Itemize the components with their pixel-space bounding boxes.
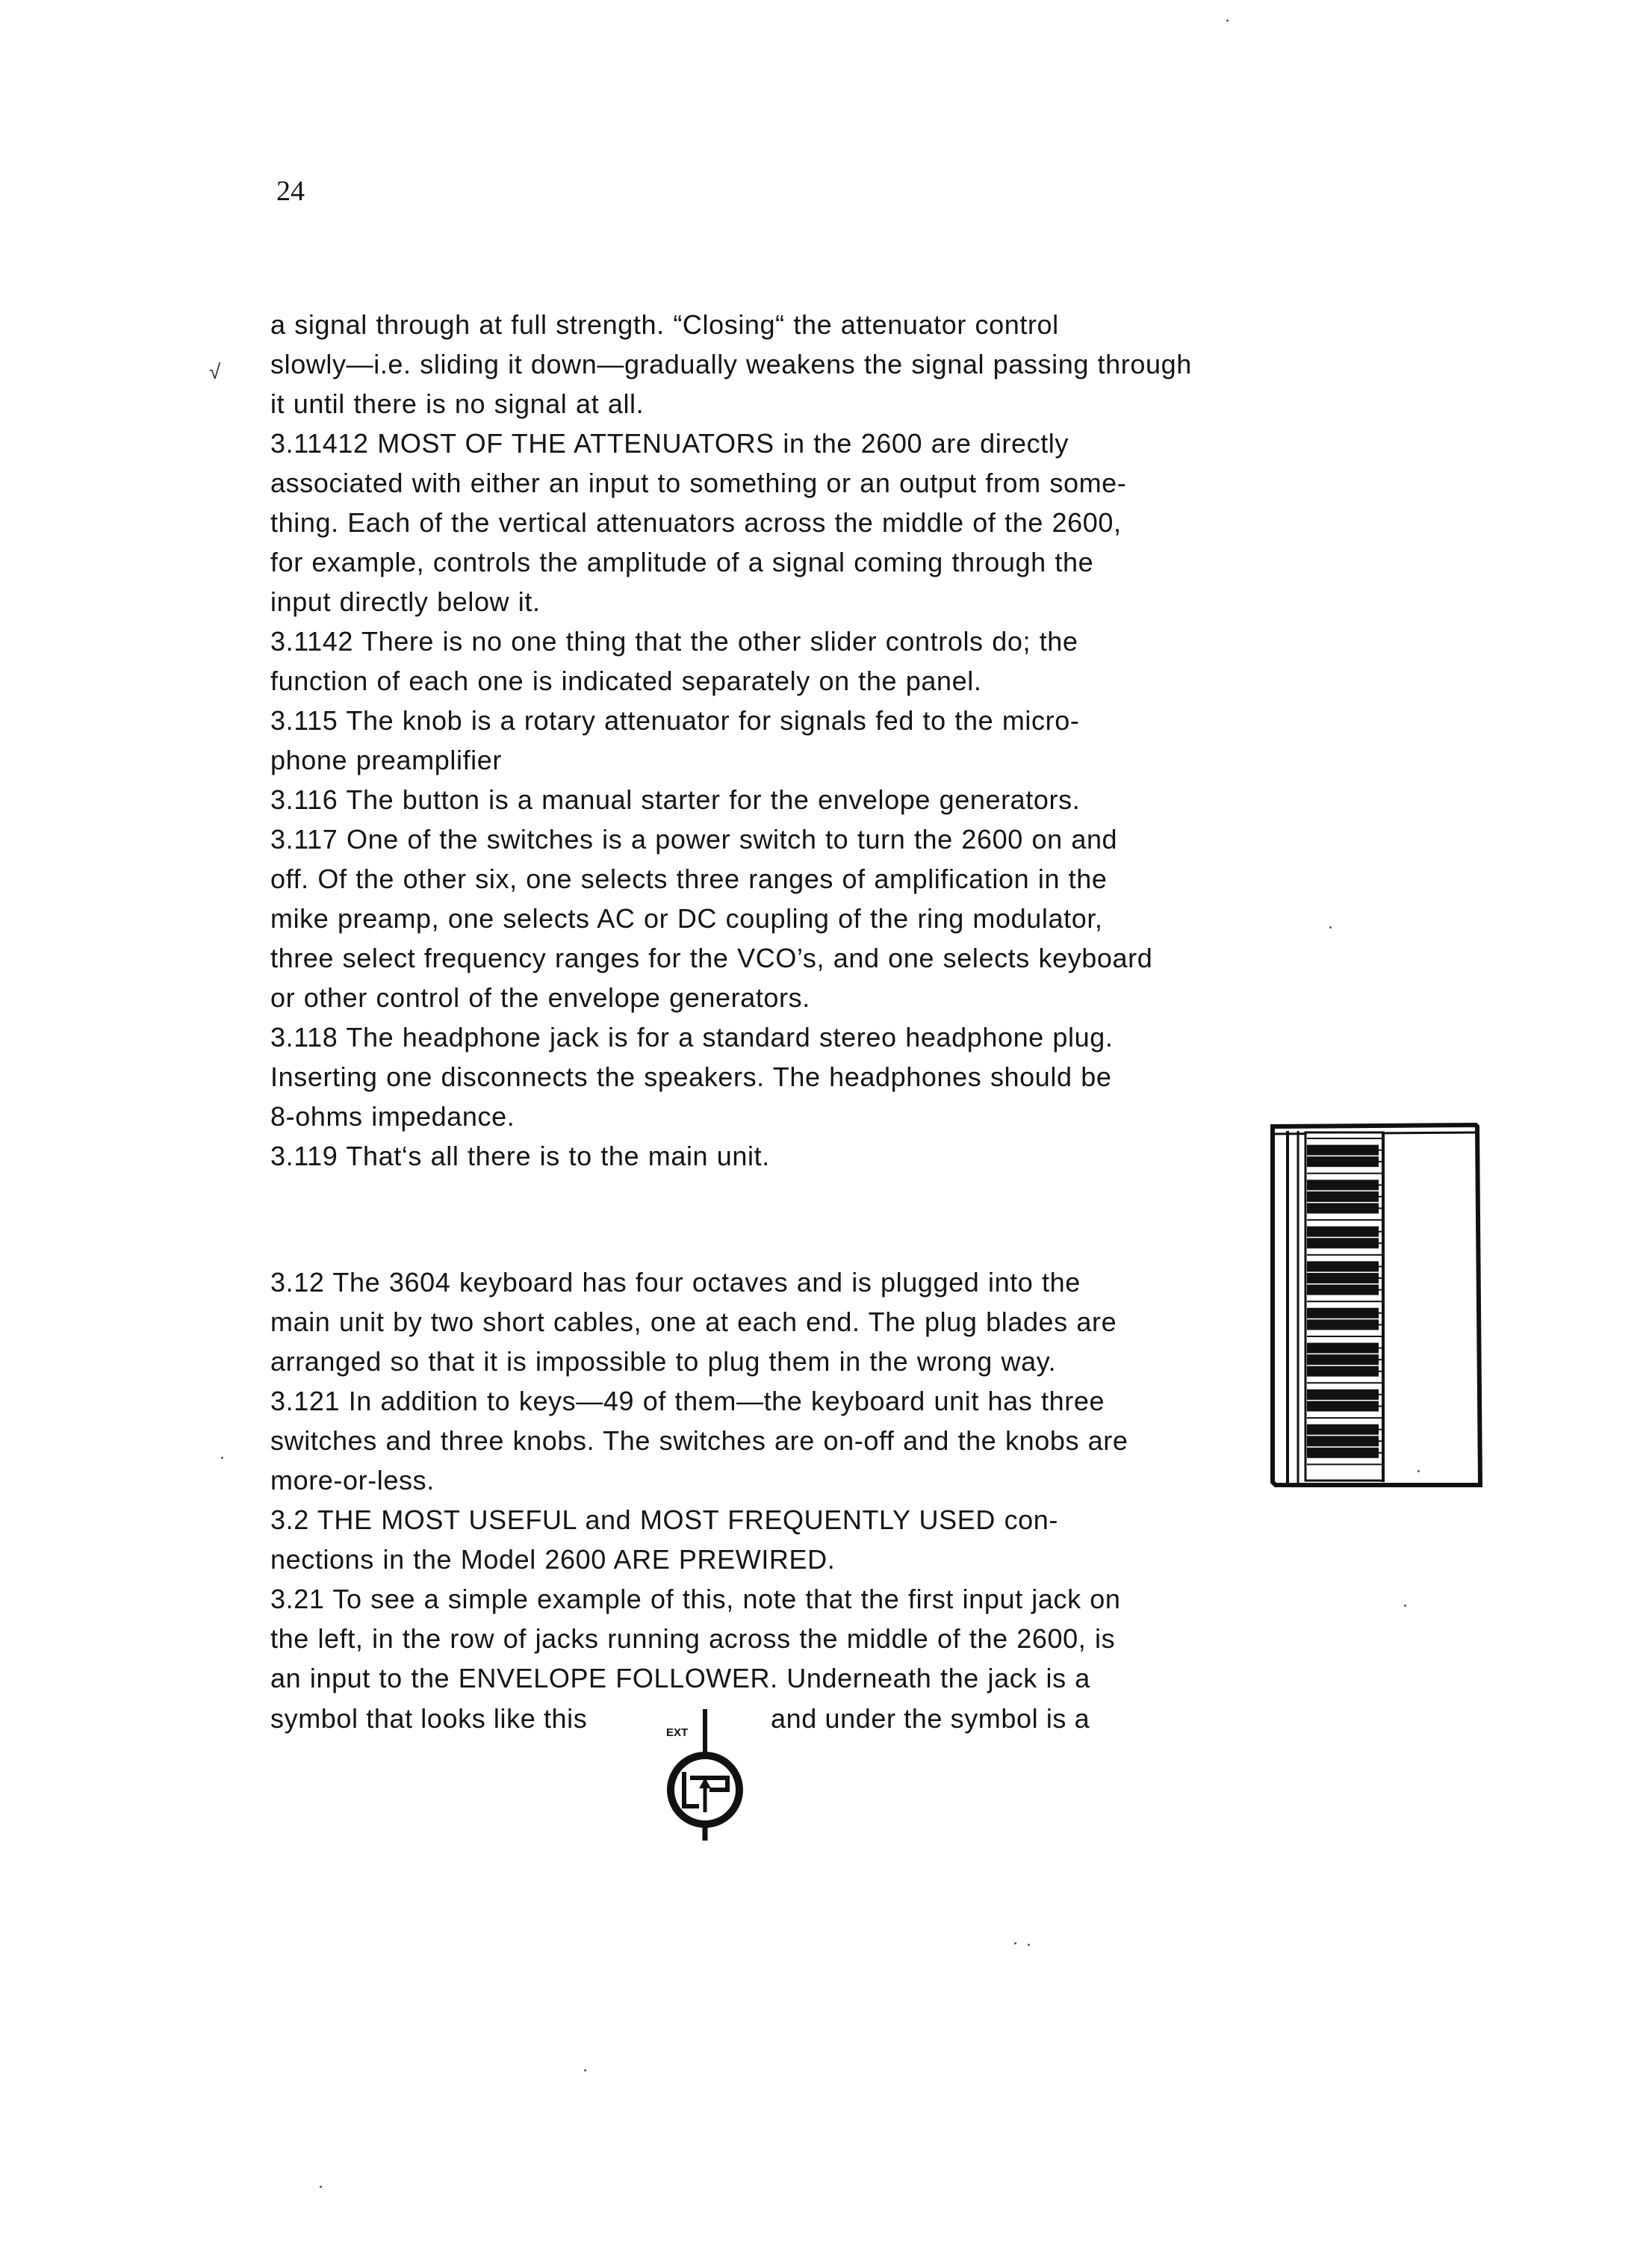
text-line: 3.11412 MOST OF THE ATTENUATORS in the 2600 are directly [270,428,1069,459]
text-line: input directly below it. [270,586,541,617]
text-line: 3.121 In addition to keys—49 of them—the keyboard unit has three [270,1386,1105,1416]
text-line: three select frequency ranges for the VCO’s, and one selects keyboard [270,943,1153,973]
envelope-follower-symbol-icon [656,1694,768,1844]
text-line: switches and three knobs. The switches are on-off and the knobs are [270,1425,1128,1456]
text-line: 3.117 One of the switches is a power switch to turn the 2600 on and [270,824,1118,855]
text-line: for example, controls the amplitude of a signal coming through the [270,547,1094,577]
text-line: 3.21 To see a simple example of this, note that the first input jack on [270,1584,1121,1614]
text-line: arranged so that it is impossible to plug them in the wrong way. [270,1346,1057,1377]
symbol-sentence-before: symbol that looks like this [270,1703,588,1734]
text-line: an input to the ENVELOPE FOLLOWER. Underneath the jack is a [270,1663,1090,1693]
text-line: more-or-less. [270,1465,435,1495]
text-line: the left, in the row of jacks running across the middle of the 2600, is [270,1623,1116,1654]
text-line: 3.2 THE MOST USEFUL and MOST FREQUENTLY USED con- [270,1504,1059,1535]
text-line: 3.1142 There is no one thing that the other slider controls do; the [270,626,1078,657]
text-line: 3.116 The button is a manual starter for the envelope generators. [270,784,1081,815]
text-line: it until there is no signal at all. [270,388,645,419]
text-line: function of each one is indicated separately on the panel. [270,666,982,696]
symbol-ext-label: EXT [666,1726,689,1739]
text-line: 8-ohms impedance. [270,1101,515,1132]
body-text-section-3-12 [270,1262,1264,1698]
text-line: 3.118 The headphone jack is for a standard stereo headphone plug. [270,1022,1114,1053]
text-line: slowly—i.e. sliding it down—gradually weakens the signal passing through [270,349,1192,379]
text-line: phone preamplifier [270,745,502,775]
text-line: nections in the Model 2600 ARE PREWIRED. [270,1544,836,1575]
keyboard-illustration-icon [1268,1116,1485,1490]
text-line: associated with either an input to something or an output from some- [270,468,1127,498]
symbol-sentence-after: and under the symbol is a [771,1703,1090,1734]
text-line: or other control of the envelope generators. [270,982,810,1013]
text-line: 3.115 The knob is a rotary attenuator for signals fed to the micro- [270,705,1080,736]
text-line: Inserting one disconnects the speakers. The headphones should be [270,1061,1112,1092]
text-line: 3.119 That‘s all there is to the main unit. [270,1141,770,1171]
text-line: a signal through at full strength. “Closing“ the attenuator control [270,309,1059,340]
text-line: 3.12 The 3604 keyboard has four octaves and is plugged into the [270,1267,1081,1298]
text-line: main unit by two short cables, one at each end. The plug blades are [270,1307,1117,1337]
text-line: thing. Each of the vertical attenuators across the middle of the 2600, [270,507,1122,538]
margin-check-mark: √ [209,360,221,383]
text-line: off. Of the other six, one selects three ranges of amplification in the [270,864,1108,894]
body-text-section-3-11 [270,305,1264,1176]
page-number: 24 [276,176,305,207]
text-line: mike preamp, one selects AC or DC coupling of the ring modulator, [270,903,1103,934]
